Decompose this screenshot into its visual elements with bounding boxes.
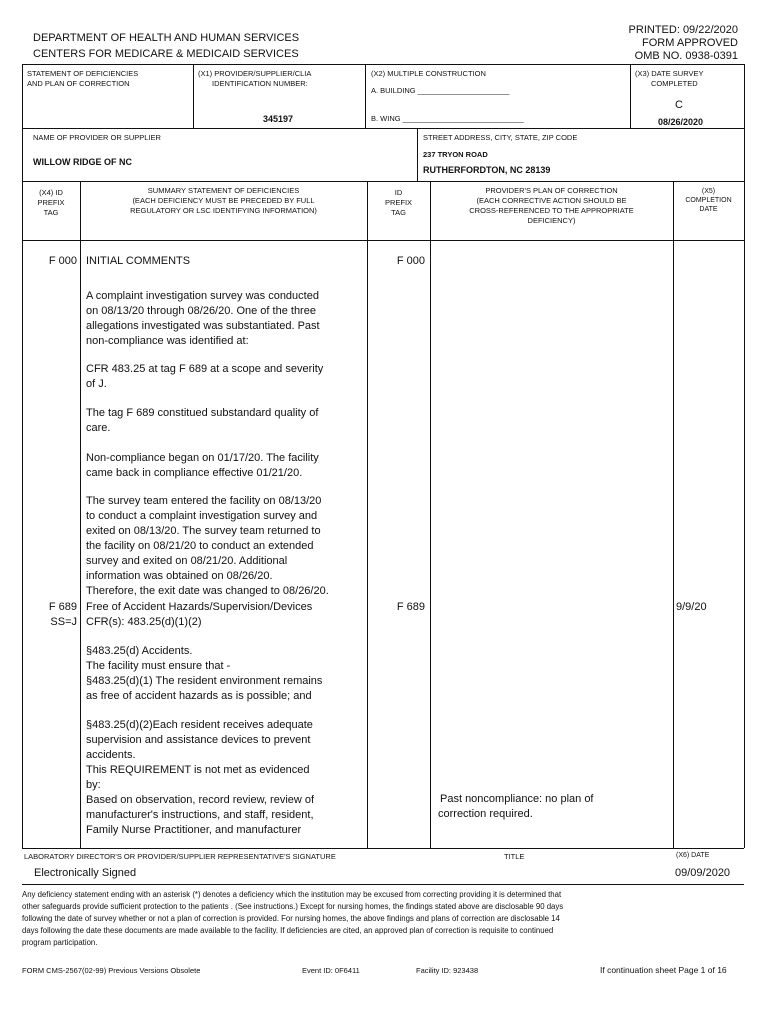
rule [673,181,674,848]
text-line: A complaint investigation survey was conducted [86,290,319,302]
rule [22,64,23,848]
x6-date-label: (X6) DATE [676,852,710,859]
rule [22,128,744,129]
text-line: information was obtained on 08/26/20. [86,570,273,582]
text-line: §483.25(d) Accidents. [86,645,193,657]
text-line: Family Nurse Practitioner, and manufacturer [86,824,302,836]
id-header-3: TAG [391,208,406,217]
x5-header: (X5) [701,188,716,195]
provider-name: WILLOW RIDGE OF NC [33,157,132,167]
survey-date: 08/26/2020 [658,117,704,127]
id-f689: F 689 [396,601,425,613]
rule [22,240,744,241]
text-line: as free of accident hazards as is possible; and [86,690,312,702]
rule [365,64,366,128]
paragraph-accidents [86,644,322,704]
department-title: DEPARTMENT OF HEALTH AND HUMAN SERVICES [33,32,300,44]
x5-header-2: COMPLETION [685,197,732,204]
rule [193,64,194,128]
text-line: Based on observation, record review, review of [86,794,315,806]
form-approved: FORM APPROVED [642,37,738,49]
summary-header-2: (EACH DEFICIENCY MUST BE PRECEDED BY FULL [132,196,315,205]
rule [22,848,744,849]
tag-f689: F 689 [48,601,77,613]
plan-header-3: CROSS-REFERENCED TO THE APPROPRIATE [469,206,634,215]
text-line: came back in compliance effective 01/21/20. [86,467,303,479]
text-line: The tag F 689 constitued substandard quality of [86,407,319,419]
plan-header-2: (EACH CORRECTIVE ACTION SHOULD BE [476,196,627,205]
x3-label-2: COMPLETED [651,79,698,88]
text-line: on 08/13/20 through 08/26/20. One of the three [86,305,316,317]
rule [22,181,744,182]
signature-label: LABORATORY DIRECTOR'S OR PROVIDER/SUPPLIER REPRESENTATIVE'S SIGNATURE [24,852,336,861]
text-line: to conduct a complaint investigation survey and [86,510,318,522]
rule [744,64,745,848]
completion-date: 9/9/20 [676,601,707,613]
text-line: of J. [86,378,107,390]
text-line: Non-compliance began on 01/17/20. The facility [86,452,319,464]
statement-label: STATEMENT OF DEFICIENCIES [27,69,139,78]
address-label: STREET ADDRESS, CITY, STATE, ZIP CODE [423,133,578,142]
x4-header: (X4) ID [39,188,63,197]
tag-f000: F 000 [48,255,77,267]
paragraph-substandard [86,406,318,436]
rule [417,128,418,181]
rule [22,884,744,885]
summary-header: SUMMARY STATEMENT OF DEFICIENCIES [147,186,300,195]
x4-header-3: TAG [43,208,59,217]
disclosure-notice [22,889,563,949]
f689-title: Free of Accident Hazards/Supervision/Devices [86,601,313,613]
x1-label-2: IDENTIFICATION NUMBER: [212,79,308,88]
scope-severity: SS=J [50,616,77,628]
rule [630,64,631,128]
id-header-2: PREFIX [384,198,413,207]
initial-comments-heading: INITIAL COMMENTS [86,255,191,267]
title-label: TITLE [504,852,525,861]
notice-line: Any deficiency statement ending with an asterisk (*) denotes a deficiency which the institution may be excused from correcting providing it is determined that [22,890,562,899]
omb-number: OMB NO. 0938-0391 [634,50,738,62]
id-f000: F 000 [396,255,425,267]
text-line: care. [86,422,111,434]
text-line: Therefore, the exit date was changed to 08/26/20. [86,585,329,597]
notice-line: program participation. [22,938,98,947]
text-line: manufacturer's instructions, and staff, resident, [86,809,314,821]
text-line: §483.25(d)(1) The resident environment remains [86,675,323,687]
notice-line: other safeguards provide sufficient protection to the patients . (See instructions.) Except for nursing homes, the findings stated above are disclosable 90 days [22,902,564,911]
paragraph-cfr [86,362,323,392]
paragraph-survey-team [86,494,329,599]
signature-value: Electronically Signed [34,867,137,879]
x3-label: (X3) DATE SURVEY [635,69,704,78]
text-line: The survey team entered the facility on 08/13/20 [86,495,322,507]
provider-label: NAME OF PROVIDER OR SUPPLIER [33,133,161,142]
notice-line: following the date of survey whether or not a plan of correction is provided. For nursing homes, the above findings and plans of correction are disclosable 14 [22,914,560,923]
address-city: RUTHERFORDTON, NC 28139 [423,165,551,175]
text-line: The facility must ensure that - [86,660,231,672]
rule [430,181,431,848]
text-line: exited on 08/13/20. The survey team returned to [86,525,321,537]
building-line: A. BUILDING ______________________ [371,86,510,95]
plan-header: PROVIDER'S PLAN OF CORRECTION [485,186,618,195]
text-line: This REQUIREMENT is not met as evidenced [86,764,310,776]
form-number: FORM CMS-2567(02-99) Previous Versions Obsolete [22,966,201,975]
rule [22,64,744,65]
notice-line: days following the date these documents are made available to the facility. If deficiencies are cited, an approved plan of correction is requisite to continued [22,926,554,935]
page-indicator: If continuation sheet Page 1 of 16 [600,965,727,975]
x4-header-2: PREFIX [37,198,65,207]
paragraph-noncompliance [86,451,319,481]
text-line: survey and exited on 08/21/20. Additional [86,555,288,567]
provider-number: 345197 [263,114,294,124]
id-header: ID [394,188,403,197]
summary-header-3: REGULATORY OR LSC IDENTIFYING INFORMATION) [130,206,317,215]
wing-line: B. WING _____________________________ [371,114,524,123]
x1-label: (X1) PROVIDER/SUPPLIER/CLIA [198,69,312,78]
rule [367,181,368,848]
event-id: Event ID: 0F6411 [302,966,360,975]
paragraph-survey-summary [86,289,320,349]
text-line: non-compliance was identified at: [86,335,249,347]
rule [80,181,81,848]
facility-id: Facility ID: 923438 [416,966,479,975]
paragraph-requirement [86,718,314,838]
x2-label: (X2) MULTIPLE CONSTRUCTION [371,69,486,78]
printed-date: PRINTED: 09/22/2020 [628,24,738,36]
plan-text: Past noncompliance: no plan of [440,793,594,805]
plan-header-4: DEFICIENCY) [527,216,576,225]
text-line: CFR 483.25 at tag F 689 at a scope and severity [86,363,324,375]
statement-label-2: AND PLAN OF CORRECTION [27,79,130,88]
text-line: the facility on 08/21/20 to conduct an extended [86,540,314,552]
x5-header-3: DATE [699,206,718,213]
signature-date: 09/09/2020 [675,867,731,879]
text-line: by: [86,779,101,791]
address-street: 237 TRYON ROAD [423,150,488,159]
survey-letter: C [675,99,683,111]
text-line: accidents. [86,749,136,761]
agency-title: CENTERS FOR MEDICARE & MEDICAID SERVICES [33,48,299,60]
plan-text-2: correction required. [438,808,533,820]
text-line: §483.25(d)(2)Each resident receives adequate [86,719,313,731]
text-line: supervision and assistance devices to prevent [86,734,311,746]
f689-cfr: CFR(s): 483.25(d)(1)(2) [86,616,202,628]
text-line: allegations investigated was substantiated. Past [86,320,320,332]
